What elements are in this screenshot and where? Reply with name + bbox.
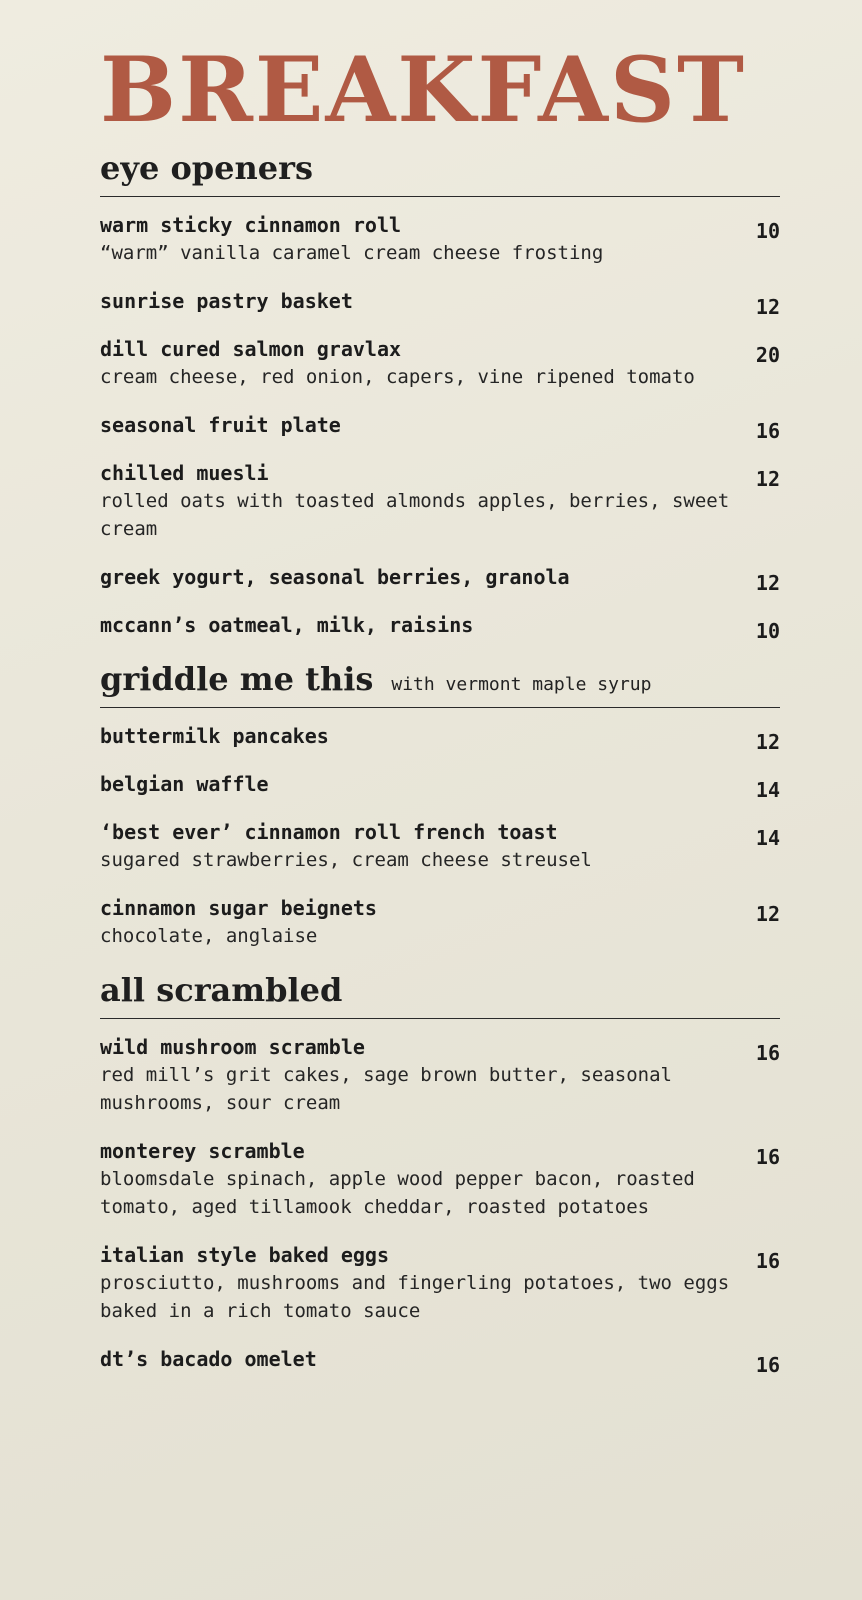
item-description: prosciutto, mushrooms and fingerling potatoes, two eggs baked in a rich tomato sauce [100,1272,730,1322]
item-description: “warm” vanilla caramel cream cheese frosting [100,242,604,264]
item-name: cinnamon sugar beignets [100,896,377,920]
item-description: red mill’s grit cakes, sage brown butter, seasonal mushrooms, sour cream [100,1064,672,1114]
item-price: 12 [755,902,780,926]
menu-item [100,411,780,443]
item-name: dt’s bacado omelet [100,1347,317,1371]
menu-item [100,1137,780,1221]
menu-sections [100,148,780,1377]
item-name: warm sticky cinnamon roll [100,213,402,237]
menu-item [100,818,780,874]
item-price: 10 [755,219,780,243]
item-name: seasonal fruit plate [100,413,341,437]
section-title: griddle me this [100,660,374,698]
item-name: buttermilk pancakes [100,724,329,748]
item-name: wild mushroom scramble [100,1035,365,1059]
item-name: greek yogurt, seasonal berries, granola [100,565,570,589]
section-title: eye openers [100,149,314,187]
item-price: 12 [755,730,780,754]
item-price: 16 [755,1353,780,1377]
item-price: 14 [755,778,780,802]
menu-item [100,722,780,754]
item-price: 16 [755,1145,780,1169]
menu [100,37,780,1393]
item-name: dill cured salmon gravlax [100,337,402,361]
item-price: 16 [755,1249,780,1273]
item-description: chocolate, anglaise [100,925,318,947]
menu-section [100,659,780,950]
item-name: mccann’s oatmeal, milk, raisins [100,613,474,637]
menu-section [100,970,780,1377]
menu-item [100,611,780,643]
section-subtitle: with vermont maple syrup [391,674,652,695]
menu-item [100,287,780,319]
menu-item [100,211,780,267]
menu-item [100,335,780,391]
menu-title: BREAKFAST [100,37,746,143]
item-price: 14 [755,826,780,850]
item-name: monterey scramble [100,1139,305,1163]
menu-item [100,459,780,543]
item-price: 16 [755,1041,780,1065]
item-price: 16 [755,419,780,443]
item-name: sunrise pastry basket [100,289,353,313]
item-price: 20 [755,343,780,367]
section-header [100,148,780,197]
item-price: 10 [755,619,780,643]
item-price: 12 [755,467,780,491]
menu-item [100,894,780,950]
item-name: ‘best ever’ cinnamon roll french toast [100,820,558,844]
section-title: all scrambled [100,971,343,1009]
item-description: bloomsdale spinach, apple wood pepper bacon, roasted tomato, aged tillamook cheddar, roasted potatoes [100,1168,695,1218]
menu-item [100,1033,780,1117]
item-description: cream cheese, red onion, capers, vine ripened tomato [100,366,695,388]
item-name: chilled muesli [100,461,269,485]
menu-item [100,563,780,595]
menu-item [100,1241,780,1325]
menu-item [100,1345,780,1377]
item-description: rolled oats with toasted almonds apples, berries, sweet cream [100,490,730,540]
item-description: sugared strawberries, cream cheese streusel [100,849,592,871]
section-header [100,659,780,708]
item-name: belgian waffle [100,772,269,796]
section-header [100,970,780,1019]
menu-item [100,770,780,802]
item-price: 12 [755,571,780,595]
menu-section [100,148,780,643]
item-name: italian style baked eggs [100,1243,389,1267]
item-price: 12 [755,295,780,319]
